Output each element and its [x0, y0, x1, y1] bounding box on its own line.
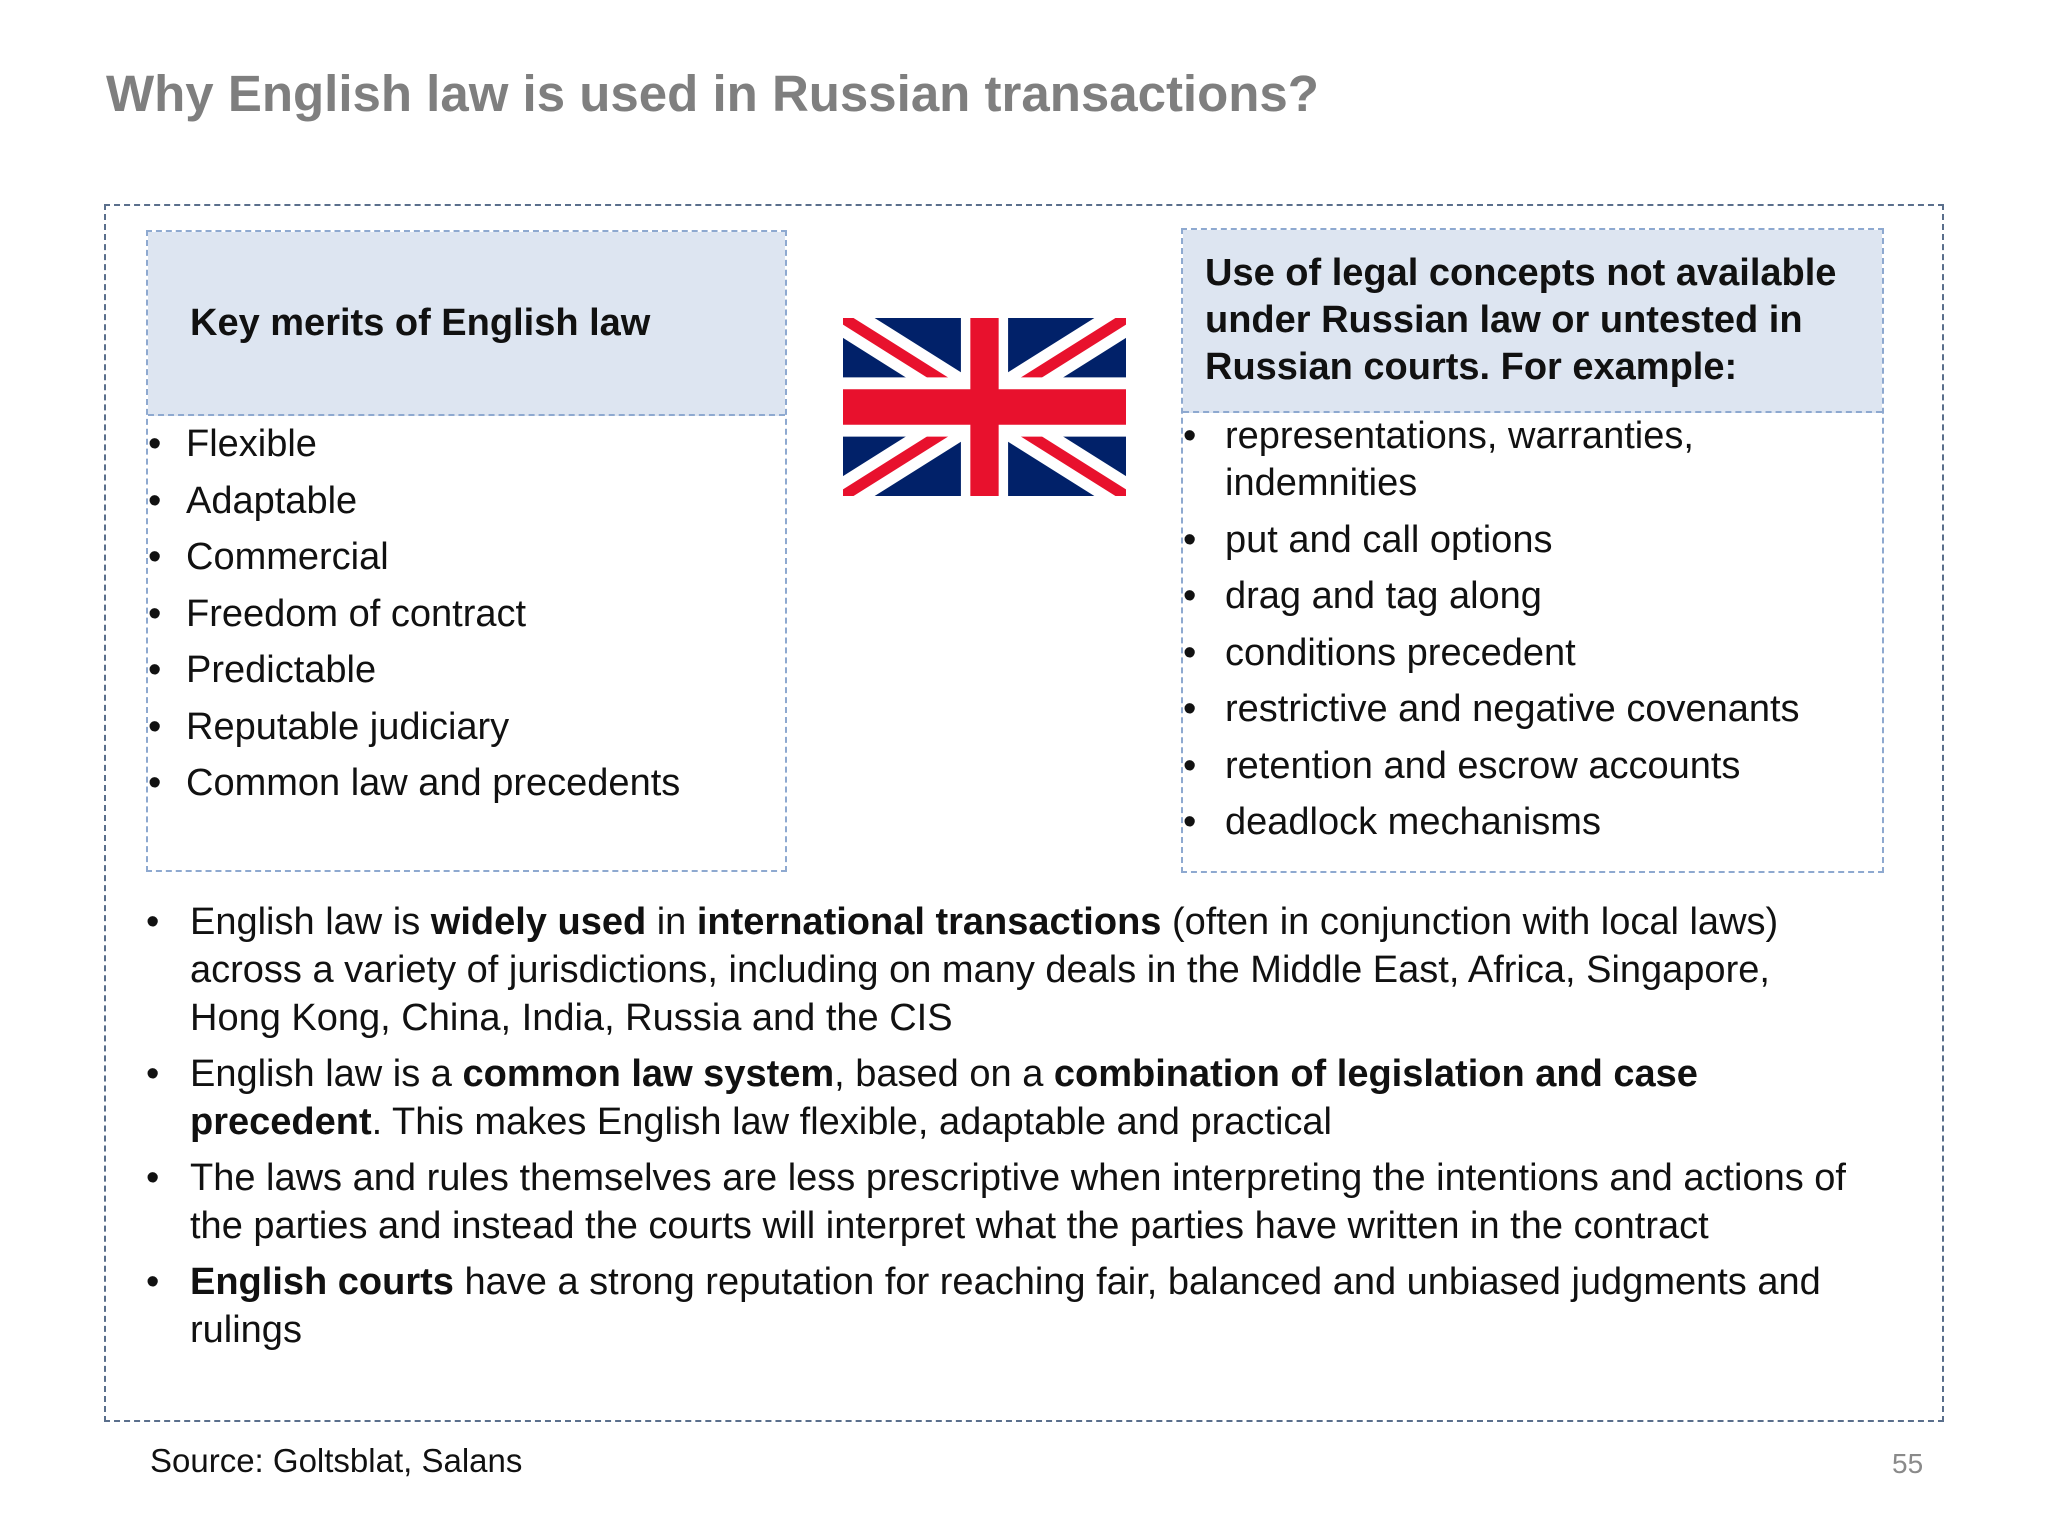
bullet-icon: • — [1183, 688, 1197, 730]
point-bold-text: combination of legislation and case precedent — [190, 1053, 1698, 1143]
merit-text: Commercial — [186, 536, 389, 578]
merit-text: Predictable — [186, 649, 377, 691]
merit-item — [148, 699, 785, 756]
concept-item — [1183, 517, 1882, 564]
merit-text: Freedom of contract — [186, 592, 527, 635]
merits-list — [148, 416, 785, 812]
merits-heading: Key merits of English law — [148, 232, 785, 416]
concept-item — [1183, 413, 1882, 507]
merit-text: Reputable judiciary — [186, 705, 510, 748]
legal-concepts-heading: Use of legal concepts not available under Russian law or untested in Russian courts. For example: — [1183, 230, 1882, 413]
bullet-icon: • — [148, 705, 162, 748]
bullet-icon: • — [146, 1157, 160, 1199]
bullet-icon: • — [148, 536, 162, 578]
bullet-icon: • — [1183, 415, 1197, 457]
key-point — [146, 1154, 1866, 1250]
bullet-icon: • — [148, 479, 162, 522]
merit-item — [148, 586, 785, 643]
concept-text: representations, warranties, indemnities — [1225, 415, 1694, 504]
concept-text: deadlock mechanisms — [1225, 801, 1601, 843]
page-number: 55 — [1892, 1448, 1924, 1479]
bullet-icon: • — [1183, 801, 1197, 843]
slide-title: Why English law is used in Russian transactions? — [106, 65, 1319, 122]
point-text: , based on a — [834, 1053, 1054, 1095]
concept-text: conditions precedent — [1225, 631, 1576, 674]
bullet-icon: • — [146, 1053, 160, 1095]
bullet-icon: • — [1183, 518, 1197, 561]
point-bold-text: widely used — [430, 901, 647, 943]
point-text: The laws and rules themselves are less prescriptive when interpreting the intentions and actions of the parties and instead the courts will interpret what the parties have written in the contract — [190, 1157, 1846, 1247]
point-text: . This makes English law flexible, adaptable and practical — [371, 1101, 1332, 1143]
bullet-icon: • — [146, 901, 160, 943]
legal-concepts-panel — [1181, 228, 1884, 873]
point-bold-text: common law system — [462, 1053, 835, 1095]
merits-panel — [146, 230, 787, 872]
key-point — [146, 1050, 1866, 1146]
concept-text: put and call options — [1225, 518, 1553, 561]
source-note: Source: Goltsblat, Salans — [150, 1442, 523, 1479]
bullet-icon: • — [146, 1261, 160, 1303]
concept-item — [1183, 686, 1882, 733]
point-text: English law is — [190, 901, 431, 943]
merit-item — [148, 755, 785, 812]
bullet-icon: • — [148, 762, 162, 804]
concept-text: retention and escrow accounts — [1225, 744, 1741, 787]
merit-item — [148, 529, 785, 586]
point-text: English law is a — [190, 1053, 463, 1095]
concept-item — [1183, 630, 1882, 677]
merit-item — [148, 642, 785, 699]
union-jack-flag-icon — [843, 318, 1126, 496]
merit-text: Adaptable — [186, 479, 358, 522]
merit-item — [148, 473, 785, 530]
point-text: in — [646, 901, 697, 943]
point-bold-text: international transactions — [696, 901, 1162, 943]
bullet-icon: • — [1183, 744, 1197, 787]
point-bold-text: English courts — [190, 1261, 454, 1303]
concept-item — [1183, 743, 1882, 790]
concept-text: restrictive and negative covenants — [1225, 688, 1800, 730]
key-point — [146, 1258, 1866, 1354]
point-text: (often in conjunction with local laws) across a variety of jurisdictions, including on many deals in the Middle East, Africa, Singapore, Hong Kong, China, India, Russia and the CIS — [190, 901, 1779, 1039]
bullet-icon: • — [148, 592, 162, 635]
merit-text: Common law and precedents — [186, 762, 681, 804]
concept-text: drag and tag along — [1225, 575, 1542, 617]
key-point — [146, 898, 1866, 1042]
bullet-icon: • — [148, 649, 162, 691]
point-text: have a strong reputation for reaching fair, balanced and unbiased judgments and rulings — [190, 1261, 1821, 1351]
legal-concepts-list — [1183, 413, 1882, 846]
bullet-icon: • — [1183, 631, 1197, 674]
concept-item — [1183, 573, 1882, 620]
key-points-list — [146, 898, 1866, 1362]
bullet-icon: • — [1183, 575, 1197, 617]
bullet-icon: • — [148, 423, 162, 465]
merit-item — [148, 416, 785, 473]
concept-item — [1183, 799, 1882, 846]
merit-text: Flexible — [186, 423, 317, 465]
